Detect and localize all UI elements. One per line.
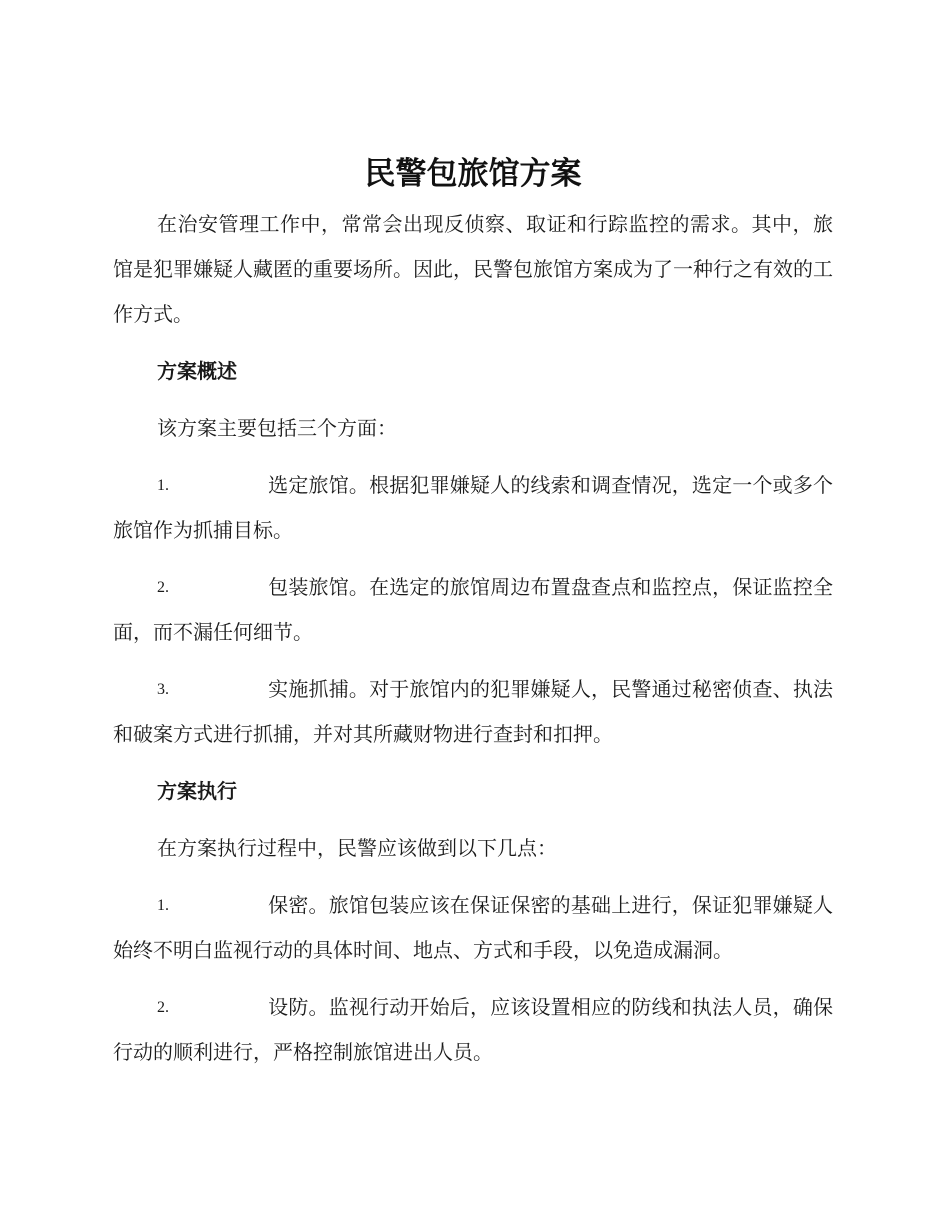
list-item-number: 3. [157, 681, 169, 698]
list-item [113, 463, 833, 553]
list-item-text: 设防。监视行动开始后，应该设置相应的防线和执法人员，确保行动的顺利进行，严格控制旅馆进出人员。 [113, 995, 833, 1064]
section-heading-execution: 方案执行 [157, 779, 237, 803]
list-item-number: 1. [157, 477, 169, 494]
execution-lead: 在方案执行过程中，民警应该做到以下几点： [157, 836, 557, 860]
overview-lead: 该方案主要包括三个方面： [157, 416, 397, 440]
list-item [113, 667, 833, 757]
list-item-text: 保密。旅馆包装应该在保证保密的基础上进行，保证犯罪嫌疑人始终不明白监视行动的具体时间、地点、方式和手段，以免造成漏洞。 [113, 893, 833, 962]
document-page [113, 150, 833, 1087]
list-item [113, 565, 833, 655]
list-item-number: 2. [157, 999, 169, 1016]
list-item-number: 2. [157, 579, 169, 596]
list-item-text: 选定旅馆。根据犯罪嫌疑人的线索和调查情况，选定一个或多个旅馆作为抓捕目标。 [113, 473, 833, 542]
list-item [113, 883, 833, 973]
list-item-number: 1. [157, 897, 169, 914]
section-heading-overview: 方案概述 [157, 359, 237, 383]
document-title: 民警包旅馆方案 [364, 156, 582, 192]
list-item-text: 实施抓捕。对于旅馆内的犯罪嫌疑人，民警通过秘密侦查、执法和破案方式进行抓捕，并对其所藏财物进行查封和扣押。 [113, 677, 833, 746]
intro-paragraph: 在治安管理工作中，常常会出现反侦察、取证和行踪监控的需求。其中，旅馆是犯罪嫌疑人藏匿的重要场所。因此，民警包旅馆方案成为了一种行之有效的工作方式。 [113, 212, 833, 326]
list-item [113, 985, 833, 1075]
list-item-text: 包装旅馆。在选定的旅馆周边布置盘查点和监控点，保证监控全面，而不漏任何细节。 [113, 575, 833, 644]
